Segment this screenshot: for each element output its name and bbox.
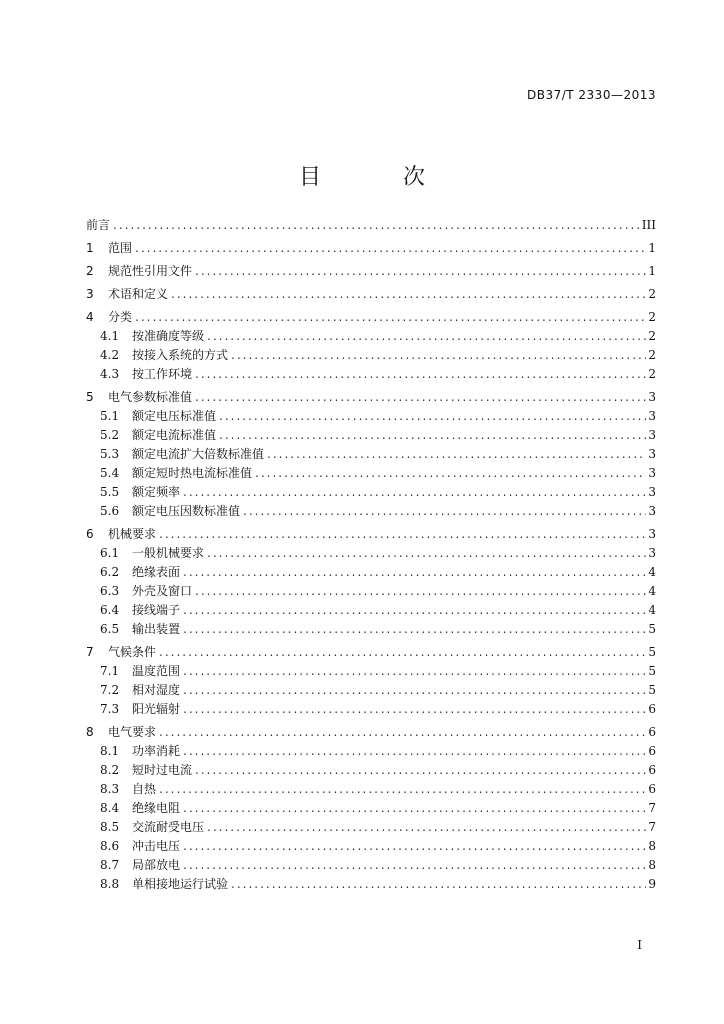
toc-entry-label: 按接入系统的方式 — [132, 348, 229, 362]
toc-entry-page: 4 — [648, 565, 656, 579]
toc-entry-number: 8.8 — [100, 877, 120, 891]
toc-entry[interactable] — [86, 875, 656, 894]
dot-leader — [180, 856, 646, 875]
toc-entry[interactable] — [86, 502, 656, 521]
toc-entry-page: 3 — [648, 466, 656, 480]
dot-leader — [180, 742, 646, 761]
toc-entry-number: 2 — [86, 264, 94, 278]
toc-entry-page: 3 — [648, 504, 656, 518]
toc-entry-number: 4.3 — [100, 367, 120, 381]
toc-entry[interactable] — [86, 407, 656, 426]
dot-leader — [180, 799, 646, 818]
toc-entry-label: 额定电流扩大倍数标准值 — [132, 447, 265, 461]
toc-entry-label: 范围 — [108, 241, 133, 255]
toc-entry[interactable] — [86, 308, 656, 327]
toc-entry-number: 6.1 — [100, 546, 120, 560]
toc-entry-page: 5 — [648, 664, 656, 678]
toc-entry-page: 9 — [648, 877, 656, 891]
toc-entry[interactable] — [86, 426, 656, 445]
toc-entry-label: 额定电压标准值 — [132, 409, 217, 423]
toc-entry-label: 相对湿度 — [132, 683, 181, 697]
toc-entry-label: 分类 — [108, 310, 133, 324]
toc-entry[interactable] — [86, 681, 656, 700]
dot-leader — [180, 483, 646, 502]
toc-entry-page: 5 — [648, 645, 656, 659]
toc-entry[interactable] — [86, 464, 656, 483]
toc-entry-label: 规范性引用文件 — [108, 264, 193, 278]
toc-entry-number: 6 — [86, 527, 94, 541]
toc-entry-page: 2 — [648, 310, 656, 324]
toc-entry-number: 5.5 — [100, 485, 120, 499]
toc-entry-page: 3 — [648, 390, 656, 404]
toc-entry[interactable] — [86, 780, 656, 799]
toc-entry-number: 4 — [86, 310, 94, 324]
toc-entry-number: 5 — [86, 390, 94, 404]
dot-leader — [240, 502, 646, 521]
toc-entry-label: 电气参数标准值 — [108, 390, 193, 404]
dot-leader — [252, 464, 646, 483]
toc-entry-label: 额定短时热电流标准值 — [132, 466, 253, 480]
toc-entry[interactable] — [86, 700, 656, 719]
toc-entry[interactable] — [86, 582, 656, 601]
toc-entry-page: 8 — [648, 858, 656, 872]
toc-entry-label: 短时过电流 — [132, 763, 193, 777]
toc-entry-number: 6.2 — [100, 565, 120, 579]
dot-leader — [156, 643, 646, 662]
dot-leader — [156, 780, 646, 799]
toc-entry-number: 6.3 — [100, 584, 120, 598]
toc-entry-number: 8 — [86, 725, 94, 739]
toc-entry-label: 额定电流标准值 — [132, 428, 217, 442]
dot-leader — [180, 620, 646, 639]
toc-entry-number: 8.2 — [100, 763, 120, 777]
toc-entry[interactable] — [86, 445, 656, 464]
dot-leader — [132, 239, 646, 258]
dot-leader — [204, 818, 646, 837]
toc-entry[interactable] — [86, 837, 656, 856]
toc-entry[interactable] — [86, 818, 656, 837]
toc-entry-number: 7.1 — [100, 664, 120, 678]
toc-entry[interactable] — [86, 799, 656, 818]
toc-entry[interactable] — [86, 327, 656, 346]
dot-leader — [156, 525, 646, 544]
toc-entry-label: 输出装置 — [132, 622, 181, 636]
toc-entry-number: 7.2 — [100, 683, 120, 697]
toc-entry[interactable] — [86, 620, 656, 639]
toc-title: 目 次 — [298, 165, 455, 190]
toc-entry[interactable] — [86, 525, 656, 544]
dot-leader — [228, 346, 646, 365]
toc-entry-number: 5.4 — [100, 466, 120, 480]
toc-entry-page: 3 — [648, 409, 656, 423]
dot-leader — [192, 582, 646, 601]
dot-leader — [216, 407, 646, 426]
toc-entry[interactable] — [86, 239, 656, 258]
toc-entry[interactable] — [86, 723, 656, 742]
toc-entry-page: 5 — [648, 622, 656, 636]
dot-leader — [180, 601, 646, 620]
toc-entry-page: 1 — [648, 241, 656, 255]
toc-entry-page: 6 — [648, 782, 656, 796]
toc-entry-label: 自热 — [132, 782, 157, 796]
table-of-contents — [86, 216, 656, 894]
toc-entry[interactable] — [86, 216, 656, 235]
toc-entry-label: 绝缘电阻 — [132, 801, 181, 815]
toc-entry-number: 5.1 — [100, 409, 120, 423]
page-number: I — [637, 938, 642, 952]
toc-entry-number: 8.1 — [100, 744, 120, 758]
dot-leader — [168, 285, 646, 304]
toc-entry[interactable] — [86, 601, 656, 620]
dot-leader — [180, 662, 646, 681]
dot-leader — [180, 563, 646, 582]
toc-entry-number: 5.6 — [100, 504, 120, 518]
toc-entry-page: 1 — [648, 264, 656, 278]
toc-entry-label: 绝缘表面 — [132, 565, 181, 579]
dot-leader — [180, 681, 646, 700]
toc-entry-page: 3 — [648, 485, 656, 499]
toc-entry-number: 7.3 — [100, 702, 120, 716]
dot-leader — [192, 365, 646, 384]
toc-entry-number: 8.6 — [100, 839, 120, 853]
toc-entry[interactable] — [86, 761, 656, 780]
toc-entry-label: 机械要求 — [108, 527, 157, 541]
toc-entry-label: 气候条件 — [108, 645, 157, 659]
toc-entry-label: 交流耐受电压 — [132, 820, 205, 834]
dot-leader — [204, 544, 646, 563]
toc-entry-page: 3 — [648, 447, 656, 461]
toc-entry-label: 冲击电压 — [132, 839, 181, 853]
toc-entry-number: 3 — [86, 287, 94, 301]
toc-entry[interactable] — [86, 544, 656, 563]
toc-entry-label: 功率消耗 — [132, 744, 181, 758]
toc-entry[interactable] — [86, 563, 656, 582]
dot-leader — [192, 388, 646, 407]
toc-entry[interactable] — [86, 388, 656, 407]
toc-entry-page: 2 — [648, 348, 656, 362]
toc-entry-page: 6 — [648, 702, 656, 716]
toc-entry-page: 6 — [648, 763, 656, 777]
toc-entry[interactable] — [86, 662, 656, 681]
toc-entry-page: 8 — [648, 839, 656, 853]
toc-entry-number: 4.1 — [100, 329, 120, 343]
toc-entry-number: 4.2 — [100, 348, 120, 362]
toc-entry-page: 3 — [648, 428, 656, 442]
dot-leader — [216, 426, 646, 445]
dot-leader — [192, 761, 646, 780]
toc-entry-label: 按准确度等级 — [132, 329, 205, 343]
toc-entry[interactable] — [86, 742, 656, 761]
toc-entry-label: 一般机械要求 — [132, 546, 205, 560]
toc-entry-page: 4 — [648, 603, 656, 617]
toc-entry-number: 5.3 — [100, 447, 120, 461]
toc-entry[interactable] — [86, 856, 656, 875]
toc-entry-label: 外壳及窗口 — [132, 584, 193, 598]
toc-entry-page: 3 — [648, 527, 656, 541]
toc-entry-label: 温度范围 — [132, 664, 181, 678]
toc-entry[interactable] — [86, 365, 656, 384]
toc-entry-number: 6.4 — [100, 603, 120, 617]
toc-entry-page: 2 — [648, 287, 656, 301]
dot-leader — [180, 700, 646, 719]
toc-entry-label: 局部放电 — [132, 858, 181, 872]
dot-leader — [110, 216, 642, 235]
toc-entry-number: 8.3 — [100, 782, 120, 796]
toc-entry[interactable] — [86, 483, 656, 502]
dot-leader — [180, 837, 646, 856]
toc-entry-number: 5.2 — [100, 428, 120, 442]
toc-entry-page: 7 — [648, 820, 656, 834]
toc-entry[interactable] — [86, 262, 656, 281]
toc-entry-page: 5 — [648, 683, 656, 697]
dot-leader — [192, 262, 646, 281]
toc-entry[interactable] — [86, 285, 656, 304]
toc-entry-number: 8.7 — [100, 858, 120, 872]
toc-entry-page: 6 — [648, 725, 656, 739]
dot-leader — [132, 308, 646, 327]
toc-entry-label: 单相接地运行试验 — [132, 877, 229, 891]
toc-entry-number: 1 — [86, 241, 94, 255]
toc-entry-label: 阳光辐射 — [132, 702, 181, 716]
toc-entry-label: 术语和定义 — [108, 287, 169, 301]
toc-entry-label: 接线端子 — [132, 603, 181, 617]
dot-leader — [228, 875, 646, 894]
toc-entry-page: 2 — [648, 367, 656, 381]
toc-entry-number: 8.4 — [100, 801, 120, 815]
toc-entry-page: 6 — [648, 744, 656, 758]
toc-entry[interactable] — [86, 346, 656, 365]
toc-entry-number: 7 — [86, 645, 94, 659]
toc-entry-label: 电气要求 — [108, 725, 157, 739]
toc-entry-page: 3 — [648, 546, 656, 560]
toc-entry-label: 按工作环境 — [132, 367, 193, 381]
document-code: DB37/T 2330—2013 — [526, 88, 656, 102]
toc-entry-number: 6.5 — [100, 622, 120, 636]
toc-entry-page: III — [641, 218, 656, 232]
toc-entry-label: 额定频率 — [132, 485, 181, 499]
toc-entry-label: 额定电压因数标准值 — [132, 504, 241, 518]
dot-leader — [264, 445, 646, 464]
toc-entry-page: 4 — [648, 584, 656, 598]
dot-leader — [204, 327, 646, 346]
toc-entry-label: 前言 — [86, 218, 111, 232]
toc-entry-page: 7 — [648, 801, 656, 815]
toc-entry[interactable] — [86, 643, 656, 662]
dot-leader — [156, 723, 646, 742]
toc-entry-page: 2 — [648, 329, 656, 343]
toc-entry-number: 8.5 — [100, 820, 120, 834]
